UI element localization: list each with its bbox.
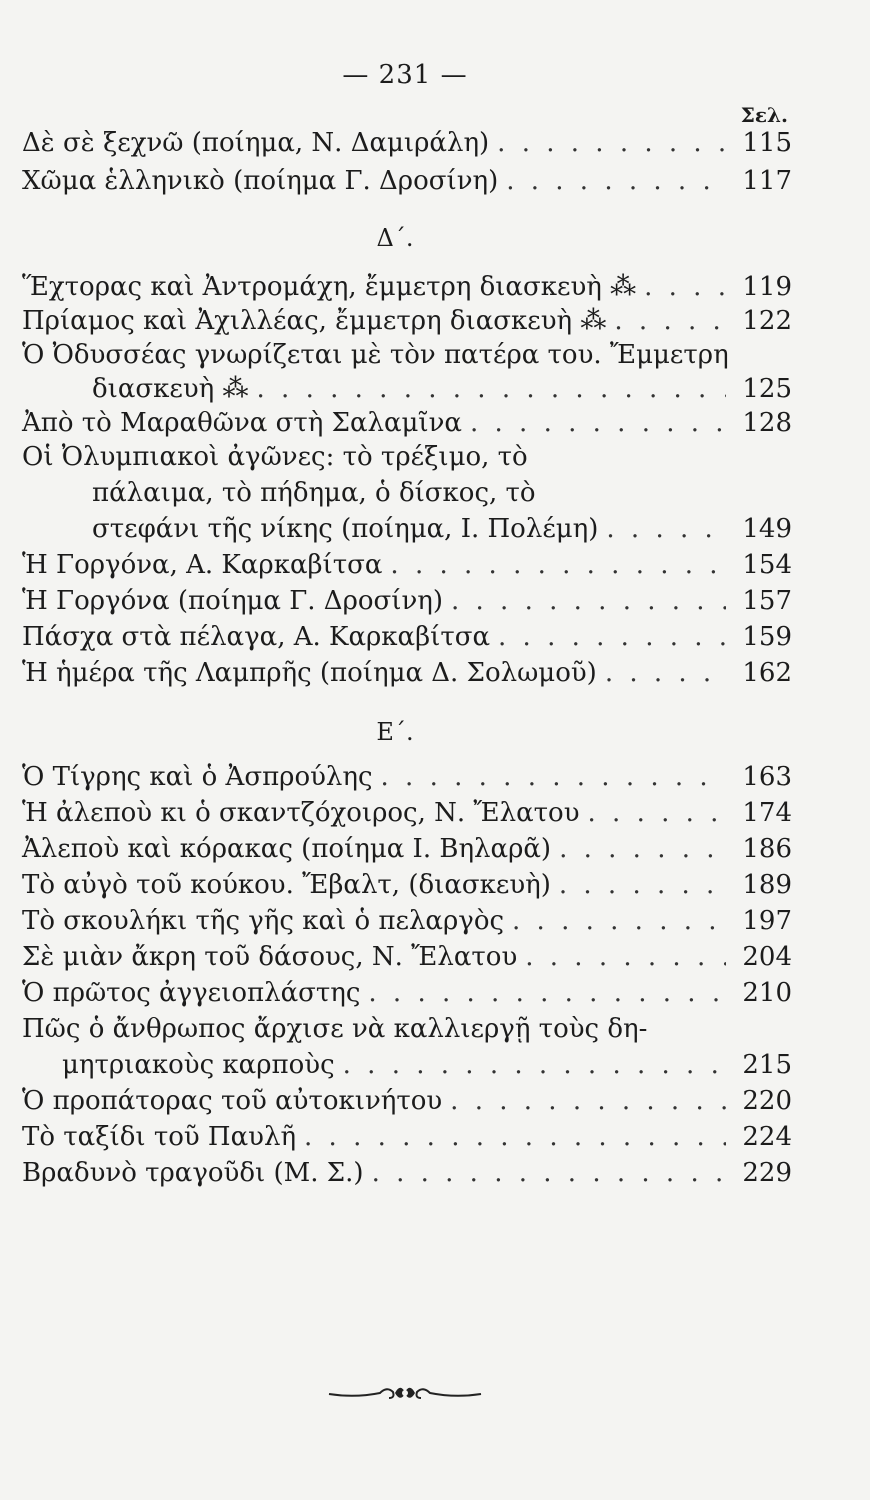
toc-entry (22, 906, 792, 940)
dot-leader (390, 550, 726, 580)
dot-leader (588, 798, 726, 828)
toc-entry (22, 166, 792, 200)
toc-entry-page: 163 (742, 762, 792, 792)
toc-entry-line: Πῶς ὁ ἄνθρωπος ἄρχισε νὰ καλλιεργῇ τοὺς δη- (22, 1014, 648, 1044)
toc-entry (22, 1122, 792, 1156)
toc-entry-title: Ἡ Γοργόνα (ποίημα Γ. Δροσίνη) (22, 586, 443, 616)
toc-entry-title: μητριακοὺς καρποὺς (62, 1050, 335, 1080)
toc-entry-page: 162 (742, 658, 792, 688)
toc-entry (22, 306, 792, 340)
toc-entry-title: Πρίαμος καὶ Ἀχιλλέας, ἔμμετρη διασκευὴ ⁂ (22, 306, 607, 336)
toc-entry-title: Ἡ ἀλεποὺ κι ὁ σκαντζόχοιρος, Ν. Ἔλατου (22, 798, 580, 828)
toc-entry-title: Ἕχτορας καὶ Ἀντρομάχη, ἔμμετρη διασκευὴ ⁂ (22, 272, 637, 302)
toc-entry-title: Σὲ μιὰν ἄκρη τοῦ δάσους, Ν. Ἔλατου (22, 942, 518, 972)
toc-entry (22, 272, 792, 306)
toc-entry-page: 210 (742, 978, 792, 1008)
toc-entry-page: 174 (742, 798, 792, 828)
toc-entry-page: 197 (742, 906, 792, 936)
toc-entry-title: Ἡ ἡμέρα τῆς Λαμπρῆς (ποίημα Δ. Σολωμοῦ) (22, 658, 597, 688)
dot-leader (605, 658, 726, 688)
toc-entry-title: Ἀπὸ τὸ Μαραθῶνα στὴ Σαλαμῖνα (22, 408, 462, 438)
toc-entry-title: Τὸ αὐγὸ τοῦ κούκου. Ἔβαλτ, (διασκευὴ) (22, 870, 551, 900)
dot-leader (512, 906, 726, 936)
toc-entry (22, 978, 792, 1012)
dot-leader (450, 1086, 726, 1116)
toc-entry-page: 186 (742, 834, 792, 864)
toc-entry (22, 550, 792, 584)
dot-leader (644, 272, 726, 302)
toc-entry-page: 122 (742, 306, 792, 336)
toc-entry-title: Τὸ σκουλήκι τῆς γῆς καὶ ὁ πελαργὸς (22, 906, 505, 936)
toc-entry-title: στεφάνι τῆς νίκης (ποίημα, Ι. Πολέμη) (92, 514, 599, 544)
toc-entry-title: Δὲ σὲ ξεχνῶ (ποίημα, Ν. Δαμιράλη) (22, 128, 490, 158)
dot-leader (257, 374, 726, 404)
dot-leader (559, 834, 726, 864)
toc-entry-page: 189 (742, 870, 792, 900)
toc-entry (22, 942, 792, 976)
toc-entry-page: 125 (742, 374, 792, 404)
toc-entry-title: Πάσχα στὰ πέλαγα, Α. Καρκαβίτσα (22, 622, 491, 652)
dot-leader (368, 978, 726, 1008)
toc-entry-title: Χῶμα ἑλληνικὸ (ποίημα Γ. Δροσίνη) (22, 166, 499, 196)
dot-leader (525, 942, 726, 972)
toc-entry (22, 128, 792, 162)
toc-entry-page: 159 (742, 622, 792, 652)
dot-leader (470, 408, 726, 438)
dot-leader (381, 762, 726, 792)
toc-entry-page: 115 (742, 128, 792, 158)
toc-entry-title: διασκευὴ ⁂ (92, 374, 249, 404)
toc-entry-page: 157 (742, 586, 792, 616)
dot-leader (372, 1158, 726, 1188)
toc-entry (92, 374, 792, 408)
dot-leader (343, 1050, 726, 1080)
toc-entry (22, 586, 792, 620)
toc-entry (22, 870, 792, 904)
dot-leader (614, 306, 726, 336)
floral-divider-icon (325, 1378, 485, 1408)
toc-entry-page: 224 (742, 1122, 792, 1152)
toc-entry (22, 1158, 792, 1192)
toc-entry (22, 658, 792, 692)
toc-entry (62, 1050, 792, 1084)
section-heading-epsilon: Ε΄. (376, 718, 414, 746)
page-column-header: Σελ. (740, 103, 788, 127)
page-number: — 231 — (342, 60, 468, 90)
toc-entry-page: 220 (742, 1086, 792, 1116)
dot-leader (559, 870, 726, 900)
toc-entry (22, 408, 792, 442)
dot-leader (498, 622, 726, 652)
toc-entry-page: 149 (742, 514, 792, 544)
toc-entry-title: Ὁ Τίγρης καὶ ὁ Ἀσπρούλης (22, 762, 373, 792)
dot-leader (497, 128, 726, 158)
toc-entry-line: Ὁ Ὀδυσσέας γνωρίζεται μὲ τὸν πατέρα του. Ἔμμετρη (22, 340, 729, 370)
dot-leader (606, 514, 726, 544)
toc-entry-title: Ἡ Γοργόνα, Α. Καρκαβίτσα (22, 550, 383, 580)
toc-entry-title: Τὸ ταξίδι τοῦ Παυλῆ (22, 1122, 297, 1152)
toc-entry-page: 154 (742, 550, 792, 580)
toc-entry (92, 514, 792, 548)
toc-entry-title: Ἀλεποὺ καὶ κόρακας (ποίημα Ι. Βηλαρᾶ) (22, 834, 552, 864)
dot-leader (304, 1122, 726, 1152)
toc-entry-line: πάλαιμα, τὸ πήδημα, ὁ δίσκος, τὸ (92, 478, 536, 508)
toc-entry-title: Ὁ πρῶτος ἀγγειοπλάστης (22, 978, 361, 1008)
toc-entry-page: 117 (742, 166, 792, 196)
toc-entry (22, 1086, 792, 1120)
toc-entry (22, 798, 792, 832)
section-heading-delta: Δ΄. (376, 224, 414, 252)
dot-leader (451, 586, 726, 616)
toc-entry-title: Βραδυνὸ τραγοῦδι (Μ. Σ.) (22, 1158, 364, 1188)
toc-entry-title: Ὁ προπάτορας τοῦ αὐτοκινήτου (22, 1086, 443, 1116)
toc-entry-page: 128 (742, 408, 792, 438)
toc-entry-line: Οἱ Ὀλυμπιακοὶ ἀγῶνες: τὸ τρέξιμο, τὸ (22, 442, 528, 472)
toc-entry (22, 834, 792, 868)
toc-entry-page: 204 (742, 942, 792, 972)
toc-entry (22, 622, 792, 656)
toc-entry-page: 229 (742, 1158, 792, 1188)
toc-entry (22, 762, 792, 796)
dot-leader (506, 166, 726, 196)
toc-entry-page: 215 (742, 1050, 792, 1080)
toc-entry-page: 119 (742, 272, 792, 302)
